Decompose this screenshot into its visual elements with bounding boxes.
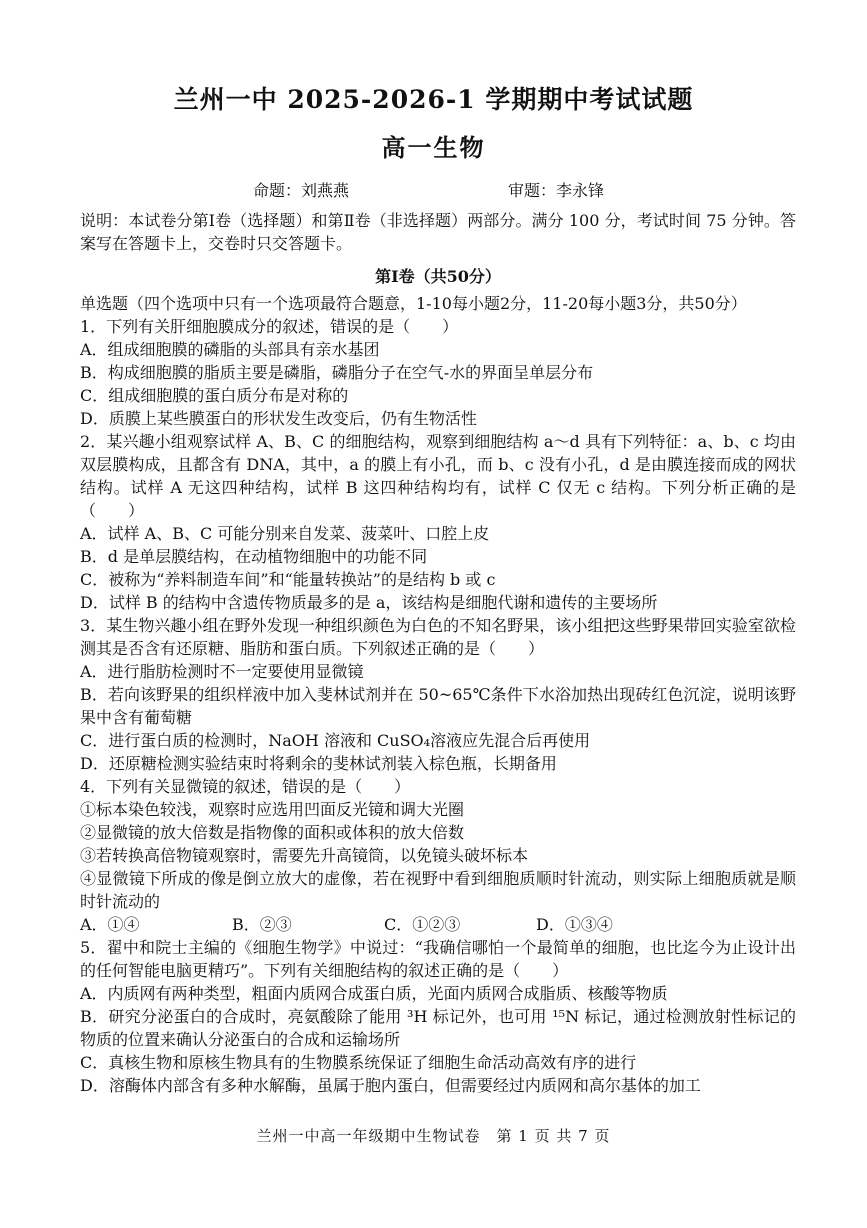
author: 命题：刘燕燕 [253, 181, 350, 200]
option: A．内质网有两种类型，粗面内质网合成蛋白质，光面内质网合成脂质、核酸等物质 [80, 984, 668, 1003]
option: B．构成细胞膜的脂质主要是磷脂，磷脂分子在空气-水的界面呈单层分布 [80, 363, 594, 382]
statement: ③若转换高倍物镜观察时，需要先升高镜筒，以免镜头破坏标本 [80, 846, 529, 865]
option: D．试样 B 的结构中含遗传物质最多的是 a，该结构是细胞代谢和遗传的主要场所 [80, 593, 658, 612]
question-stem: 1．下列有关肝细胞膜成分的叙述，错误的是（ ） [80, 317, 459, 336]
question-5 [80, 936, 796, 1097]
section-heading: 第Ⅰ卷（共50分） [375, 267, 501, 286]
choice: C．①②③ [384, 915, 461, 934]
question-4 [80, 775, 796, 936]
statement: ①标本染色较浅，观察时应选用凹面反光镜和调大光圈 [80, 800, 465, 819]
option: B．研究分泌蛋白的合成时，亮氨酸除了能用 ³H 标记外，也可用 ¹⁵N 标记，通过检测放射性标记的物质的位置来确认分泌蛋白的合成和运输场所 [80, 1007, 796, 1049]
option: C．被称为“养料制造车间”和“能量转换站”的是结构 b 或 c [80, 570, 496, 589]
section-intro: 单选题（四个选项中只有一个选项最符合题意，1-10每小题2分，11-20每小题3分，共50分） [80, 294, 747, 313]
option: D．质膜上某些膜蛋白的形状发生改变后，仍有生物活性 [80, 409, 477, 428]
option: C．真核生物和原核生物具有的生物膜系统保证了细胞生命活动高效有序的进行 [80, 1053, 637, 1072]
option: D．还原糖检测实验结束时将剩余的斐林试剂装入棕色瓶，长期备用 [80, 754, 557, 773]
choice: A．①④ [80, 915, 140, 934]
instructions: 说明：本试卷分第Ⅰ卷（选择题）和第Ⅱ卷（非选择题）两部分。满分 100 分，考试时间 75 分钟。答案写在答题卡上，交卷时只交答题卡。 [80, 211, 796, 253]
choice: B．②③ [232, 915, 292, 934]
subject-title: 高一生物 [381, 133, 486, 162]
question-stem: 2．某兴趣小组观察试样 A、B、C 的细胞结构，观察到细胞结构 a～d 具有下列特征：a、b、c 均由双层膜构成，且都含有 DNA，其中，a 的膜上有小孔，而 b、c 没有小孔，d 是由膜连接而成的网状结构。试样 A 无这四种结构，试样 B 这四种结构均有，试样 C 仅无 c 结构。下列分析正确的是（ ） [80, 432, 796, 520]
option: D．溶酶体内部含有多种水解酶，虽属于胞内蛋白，但需要经过内质网和高尔基体的加工 [80, 1076, 701, 1095]
choice: D．①③④ [536, 915, 613, 934]
option: B．若向该野果的组织样液中加入斐林试剂并在 50~65℃条件下水浴加热出现砖红色沉淀，说明该野果中含有葡萄糖 [80, 685, 796, 727]
question-3 [80, 614, 796, 775]
option: A．进行脂肪检测时不一定要使用显微镜 [80, 662, 364, 681]
question-stem: 5．翟中和院士主编的《细胞生物学》中说过：“我确信哪怕一个最简单的细胞，也比迄今为止设计出的任何智能电脑更精巧”。下列有关细胞结构的叙述正确的是（ ） [80, 938, 796, 980]
page-footer: 兰州一中高一年级期中生物试卷 第 1 页 共 7 页 [256, 1127, 611, 1145]
question-2 [80, 430, 796, 614]
page-title: 兰州一中 2025-2026-1 学期期中考试试题 [173, 85, 694, 114]
option: C．组成细胞膜的蛋白质分布是对称的 [80, 386, 349, 405]
option: A．试样 A、B、C 可能分别来自发菜、菠菜叶、口腔上皮 [80, 524, 490, 543]
option: C．进行蛋白质的检测时，NaOH 溶液和 CuSO₄溶液应先混合后再使用 [80, 731, 591, 750]
question-stem: 4．下列有关显微镜的叙述，错误的是（ ） [80, 777, 411, 796]
statement: ②显微镜的放大倍数是指物像的面积或体积的放大倍数 [80, 823, 465, 842]
question-stem: 3．某生物兴趣小组在野外发现一种组织颜色为白色的不知名野果，该小组把这些野果带回实验室欲检测其是否含有还原糖、脂肪和蛋白质。下列叙述正确的是（ ） [80, 616, 796, 658]
choice-row [80, 913, 796, 936]
reviewer: 审题：李永锋 [508, 181, 605, 200]
option: A．组成细胞膜的磷脂的头部具有亲水基团 [80, 340, 380, 359]
statement: ④显微镜下所成的像是倒立放大的虚像，若在视野中看到细胞质顺时针流动，则实际上细胞质就是顺时针流动的 [80, 869, 796, 911]
option: B．d 是单层膜结构，在动植物细胞中的功能不同 [80, 547, 428, 566]
question-1 [80, 315, 796, 430]
exam-body [80, 209, 796, 1097]
